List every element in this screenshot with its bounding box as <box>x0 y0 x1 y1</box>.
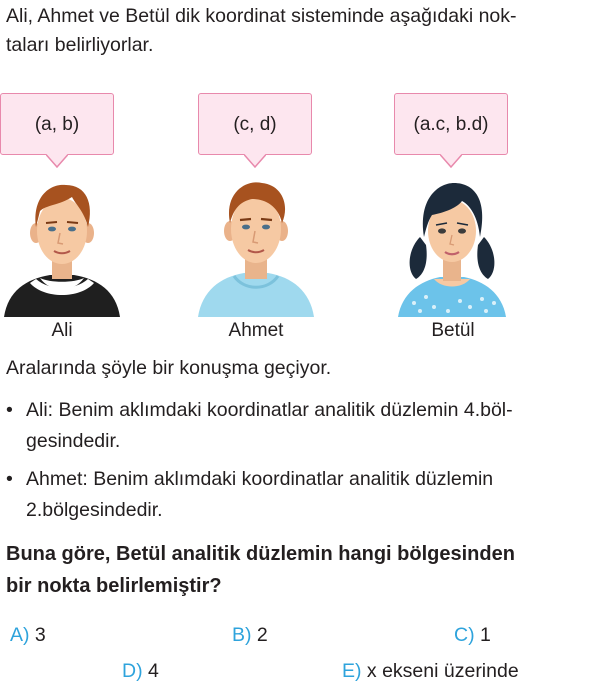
option-c[interactable] <box>454 624 491 647</box>
bubble-tail-icon <box>244 154 266 168</box>
question-line-1: Buna göre, Betül analitik düzlemin hangi bölgesinden <box>6 543 515 565</box>
option-d-letter: D) <box>122 660 143 682</box>
question-text <box>6 538 598 602</box>
option-c-text: 1 <box>480 624 491 646</box>
statement-ahmet-line-1: Ahmet: Benim aklımdaki koordinatlar analitik düzlemin <box>26 468 494 490</box>
bubble-tail-icon <box>46 154 68 168</box>
statement-ahmet-line-2: 2.bölgesindedir. <box>26 499 163 521</box>
statement-ali-line-2: gesindedir. <box>26 430 121 452</box>
name-label-ahmet: Ahmet <box>228 320 284 341</box>
option-d-text: 4 <box>148 660 159 682</box>
option-a[interactable] <box>10 624 46 647</box>
betul-avatar <box>390 175 514 317</box>
option-e[interactable] <box>342 660 519 683</box>
option-e-letter: E) <box>342 660 362 682</box>
speech-bubble-ali <box>0 93 114 155</box>
option-d[interactable] <box>122 660 159 683</box>
bubble-tail-icon <box>440 154 462 168</box>
speech-bubble-ahmet <box>198 93 312 155</box>
statement-ali-line-1: Ali: Benim aklımdaki koordinatlar analitik düzlemin 4.böl- <box>26 399 513 421</box>
option-e-text: x ekseni üzerinde <box>366 660 519 682</box>
ahmet-avatar <box>194 175 318 317</box>
point-label-ali: (a, b) <box>34 114 80 135</box>
intro-line-1: Ali, Ahmet ve Betül dik koordinat sisteminde aşağıdaki nok- <box>6 5 517 27</box>
bullet-icon: • <box>6 399 13 421</box>
speech-bubble-betul <box>394 93 508 155</box>
option-a-letter: A) <box>10 624 30 646</box>
bullet-icon: • <box>6 468 13 490</box>
ali-avatar <box>0 175 124 317</box>
option-b-letter: B) <box>232 624 252 646</box>
point-label-ahmet: (c, d) <box>233 114 277 135</box>
intro-line-2: taları belirliyorlar. <box>6 34 154 56</box>
name-label-ali: Ali <box>51 320 73 341</box>
option-a-text: 3 <box>34 624 46 646</box>
option-c-letter: C) <box>454 624 475 646</box>
point-label-betul: (a.c, b.d) <box>413 114 489 135</box>
option-b[interactable] <box>232 624 268 647</box>
name-label-betul: Betül <box>431 320 475 341</box>
option-b-text: 2 <box>256 624 268 646</box>
intro-text <box>6 2 598 60</box>
conversation-intro: Aralarında şöyle bir konuşma geçiyor. <box>6 357 332 379</box>
question-line-2: bir nokta belirlemiştir? <box>6 575 222 597</box>
